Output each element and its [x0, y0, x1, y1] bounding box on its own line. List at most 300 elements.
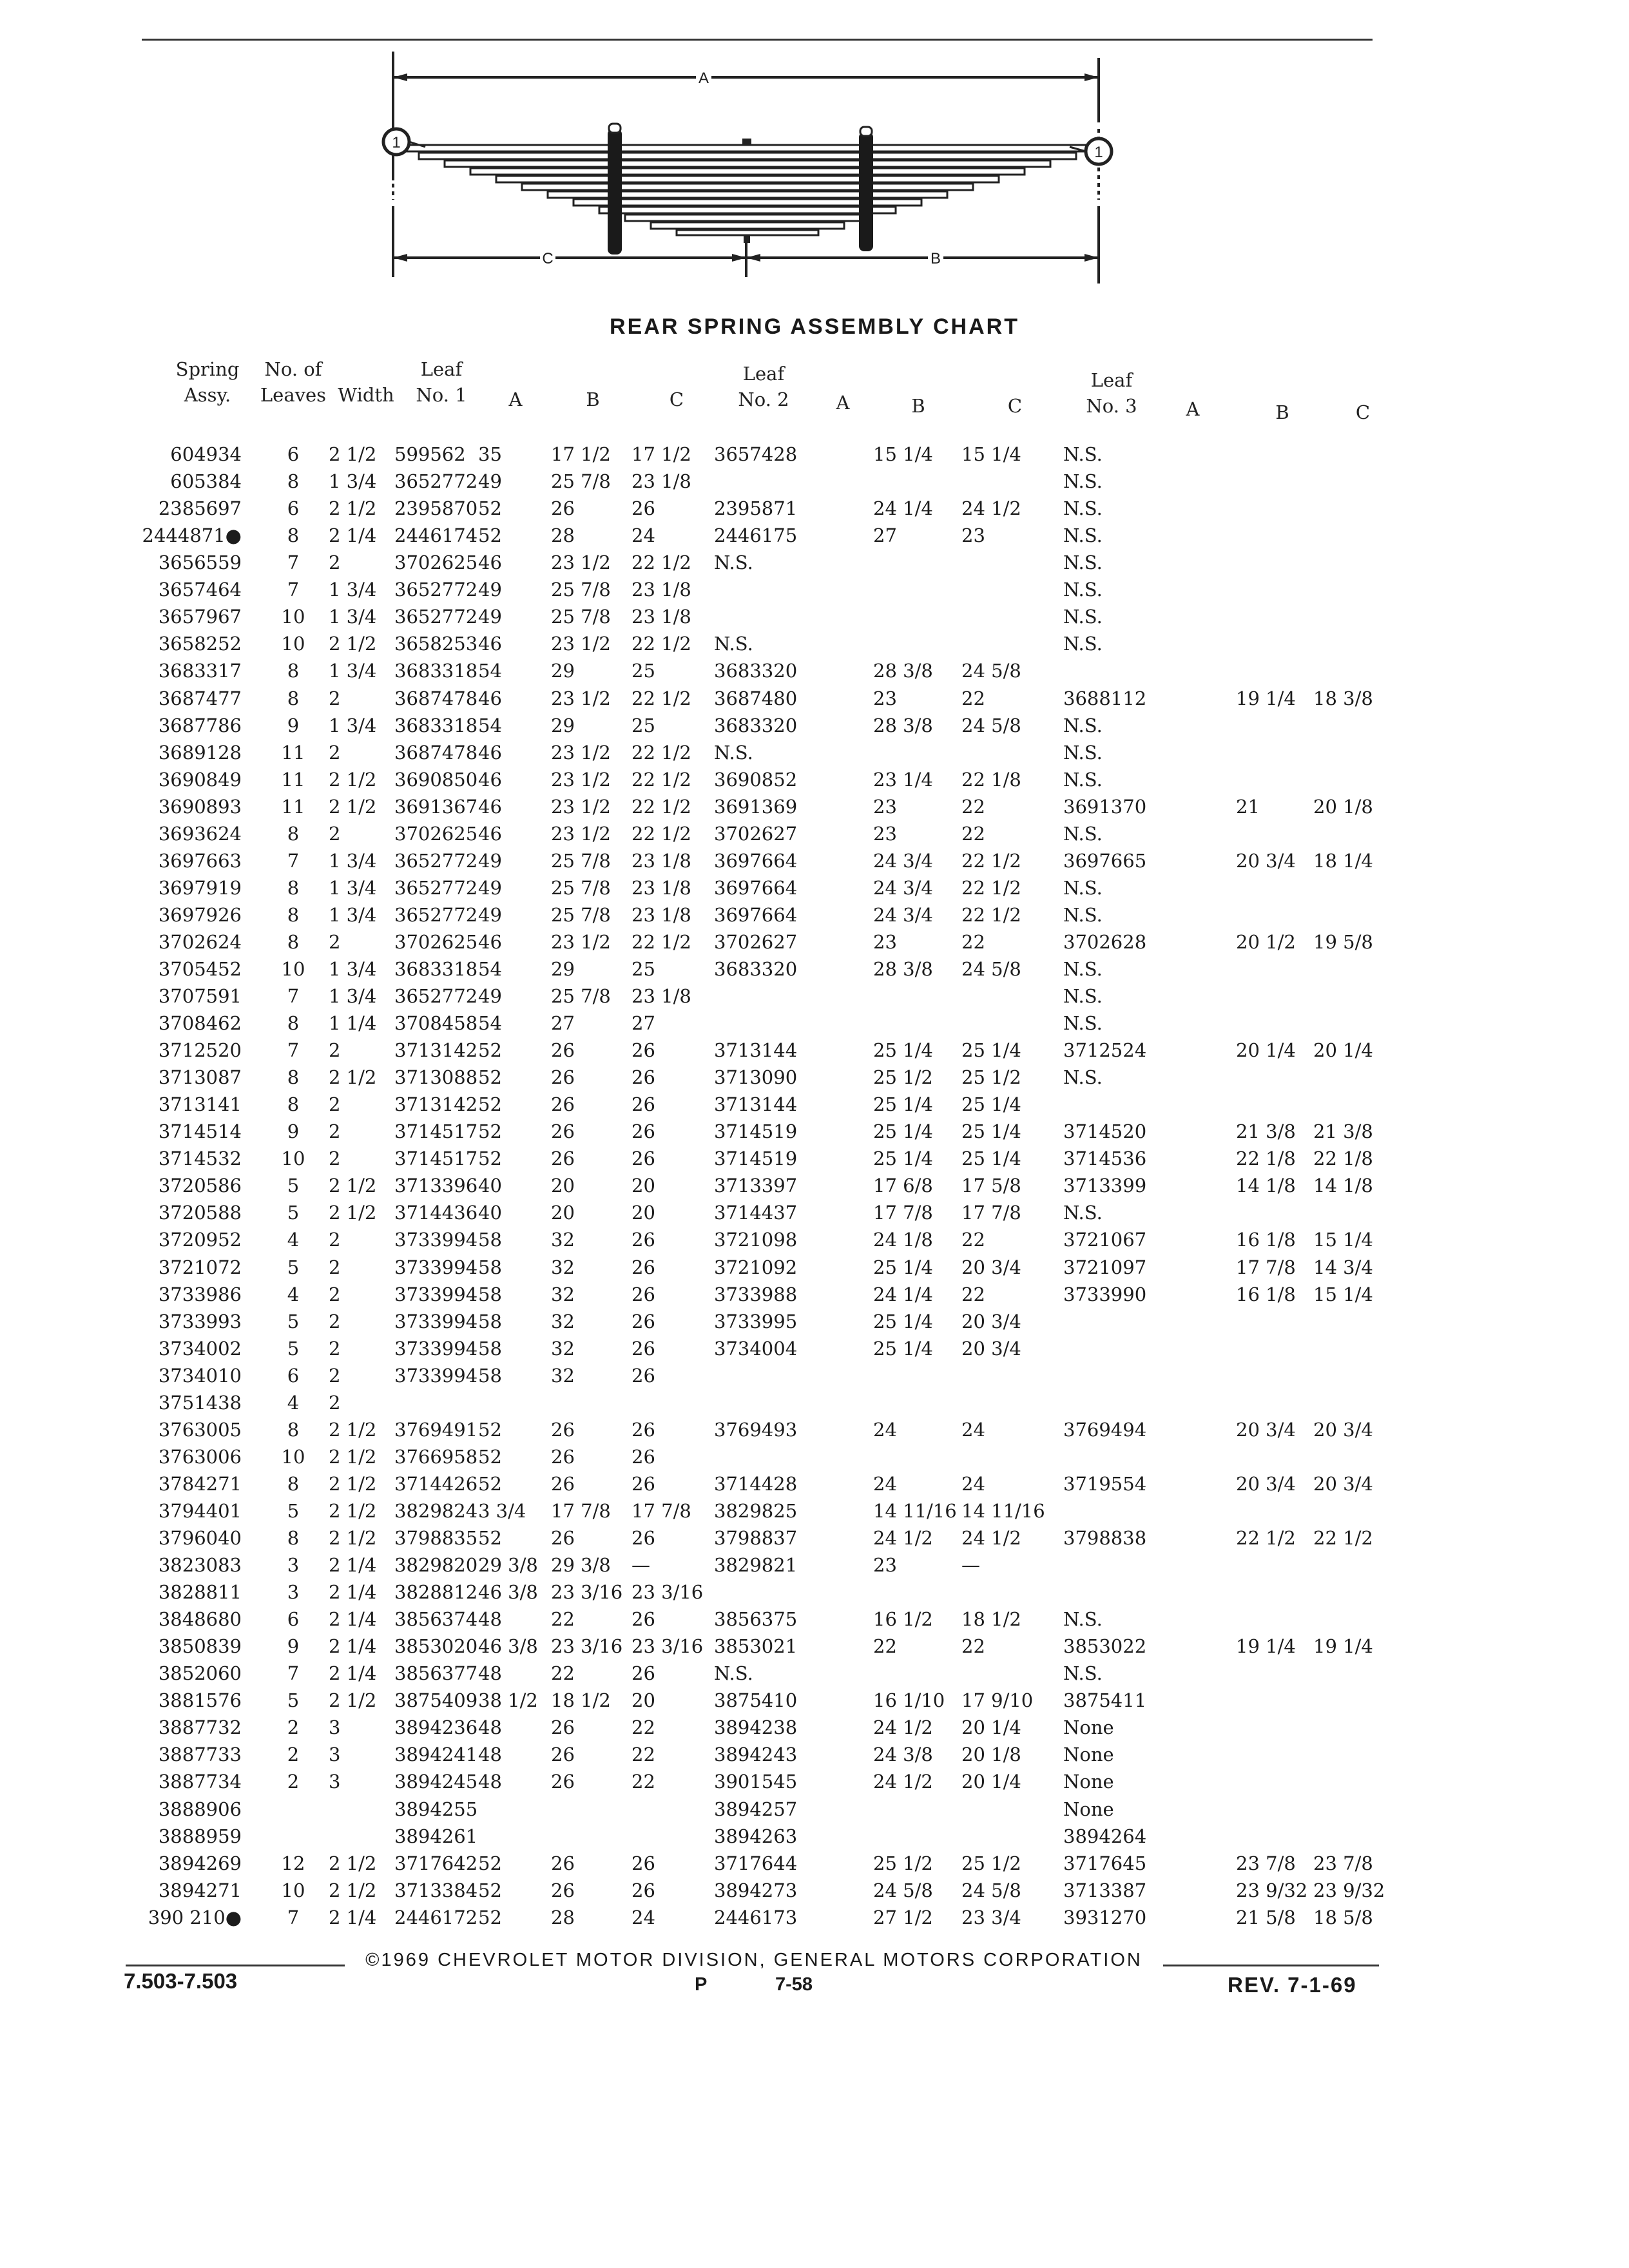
cell-leaf2-b: 24	[873, 1472, 897, 1495]
cell-width: 2 1/4	[329, 1662, 377, 1685]
cell-leaf1-a: 48	[478, 1608, 502, 1631]
cell-leaf3-b: 22 1/8	[1236, 1148, 1296, 1170]
cell-leaf1-no: 3713142	[394, 1039, 478, 1062]
cell-leaf2-no: 3894257	[714, 1798, 798, 1820]
cell-leaf1-c: 26	[631, 1472, 655, 1495]
cell-leaf3-b: 14 1/8	[1236, 1175, 1296, 1197]
cell-leaf1-c: 26	[631, 1148, 655, 1170]
cell-leaves: 8	[287, 524, 300, 547]
table-row	[0, 740, 1629, 765]
leaf-spring-diagram	[361, 45, 1134, 303]
table-row	[0, 1606, 1629, 1632]
cell-leaf1-no: 3798835	[394, 1527, 478, 1549]
cell-spring-assy: 3708462	[158, 1012, 242, 1034]
cell-leaf1-no: 3713142	[394, 1093, 478, 1116]
cell-spring-assy: 3823083	[158, 1554, 242, 1577]
cell-leaf1-no: 3714436	[394, 1202, 478, 1224]
cell-leaf2-no: 3829821	[714, 1554, 798, 1577]
cell-leaf2-no: 3717644	[714, 1852, 798, 1874]
cell-leaf2-b: 23	[873, 930, 897, 953]
cell-leaf2-no: 3683320	[714, 714, 798, 736]
eye-marker-left: 1	[392, 134, 401, 151]
table-row	[0, 441, 1629, 467]
cell-leaf1-a: 40	[478, 1202, 502, 1224]
table-row	[0, 1552, 1629, 1578]
cell-spring-assy: 3712520	[158, 1039, 242, 1062]
cell-leaf1-c: 17 1/2	[631, 443, 691, 465]
cell-leaf1-b: 29	[551, 714, 575, 736]
header-leaf3-line2: No. 3	[1086, 395, 1137, 417]
table-row	[0, 1417, 1629, 1443]
cell-leaf3-c: 21 3/8	[1313, 1120, 1373, 1143]
cell-leaf1-c: 26	[631, 1283, 655, 1305]
cell-spring-assy: 3733993	[158, 1310, 242, 1332]
cell-leaves: 9	[287, 1120, 300, 1143]
cell-leaf1-c: 22 1/2	[631, 930, 691, 953]
header-leaf3-a: A	[1186, 398, 1200, 420]
cell-leaf1-a: 52	[478, 1148, 502, 1170]
cell-leaf3-no: N.S.	[1063, 903, 1103, 926]
header-leaf3-c: C	[1355, 401, 1371, 423]
cell-leaf2-c: 17 7/8	[961, 1202, 1021, 1224]
cell-leaf3-no: 3798838	[1063, 1527, 1147, 1549]
cell-leaf1-no: 3691367	[394, 795, 478, 818]
table-row	[0, 1363, 1629, 1389]
cell-leaf2-c: 25 1/4	[961, 1039, 1021, 1062]
cell-leaf1-b: 26	[551, 1445, 575, 1468]
cell-leaf2-b: 24 3/4	[873, 876, 933, 899]
header-no-of-leaves	[258, 356, 329, 408]
header-leaf3-line1: Leaf	[1090, 369, 1133, 391]
revision-date: REV. 7-1-69	[1228, 1973, 1357, 1997]
cell-leaf1-b: 32	[551, 1310, 575, 1332]
cell-leaf2-c: 25 1/2	[961, 1066, 1021, 1089]
cell-leaves: 7	[287, 1906, 300, 1928]
cell-leaf1-no: 3652772	[394, 579, 478, 601]
cell-width: 1 3/4	[329, 470, 377, 492]
cell-leaves: 8	[287, 1093, 300, 1116]
cell-spring-assy: 3690893	[158, 795, 242, 818]
center-bolt	[742, 139, 751, 145]
cell-leaf2-c: 22	[961, 1283, 985, 1305]
cell-leaf1-no: 3829824	[394, 1499, 478, 1522]
cell-leaf1-no: 3733994	[394, 1229, 478, 1251]
cell-leaf3-c: 15 1/4	[1313, 1229, 1373, 1251]
cell-leaf2-no: 3733995	[714, 1310, 798, 1332]
cell-leaf1-b: 25 7/8	[551, 876, 611, 899]
cell-leaf2-b: 24	[873, 1418, 897, 1441]
cell-spring-assy: 3734010	[158, 1364, 242, 1387]
cell-leaf1-no: 3658253	[394, 633, 478, 655]
cell-leaf3-c: 20 1/8	[1313, 795, 1373, 818]
cell-leaf2-c: 22	[961, 795, 985, 818]
cell-leaf1-no: 2446174	[394, 524, 478, 547]
cell-leaf1-no: 3766958	[394, 1445, 478, 1468]
cell-width: 2	[329, 1337, 341, 1360]
cell-leaf3-c: 23 7/8	[1313, 1852, 1373, 1874]
table-row	[0, 821, 1629, 847]
table-row	[0, 1336, 1629, 1361]
cell-leaf2-c: 20 1/8	[961, 1744, 1021, 1766]
cell-spring-assy: 3894269	[158, 1852, 242, 1874]
cell-spring-assy: 390 210●	[148, 1906, 242, 1928]
cell-spring-assy: 3720952	[158, 1229, 242, 1251]
cell-leaf1-a: 48	[478, 1771, 502, 1793]
cell-leaf2-c: 24 5/8	[961, 1879, 1021, 1901]
cell-leaf1-b: 25 7/8	[551, 849, 611, 872]
cell-leaf2-no: N.S.	[714, 633, 753, 655]
cell-leaf3-b: 16 1/8	[1236, 1229, 1296, 1251]
cell-leaf1-b: 26	[551, 1120, 575, 1143]
cell-leaf2-no: 3769493	[714, 1418, 798, 1441]
cell-leaf1-c: 24	[631, 1906, 655, 1928]
cell-leaves: 5	[287, 1175, 300, 1197]
cell-leaves: 8	[287, 660, 300, 682]
cell-leaf1-b: 29	[551, 957, 575, 980]
cell-leaf1-b: 26	[551, 1418, 575, 1441]
cell-leaves: 3	[287, 1581, 300, 1604]
cell-leaf1-b: 26	[551, 1148, 575, 1170]
cell-leaf1-b: 27	[551, 1012, 575, 1034]
cell-leaf2-c: 25 1/4	[961, 1093, 1021, 1116]
cell-spring-assy: 3888959	[158, 1825, 242, 1847]
cell-leaf1-c: 26	[631, 1229, 655, 1251]
table-row	[0, 1878, 1629, 1903]
cell-leaf1-b: 26	[551, 1879, 575, 1901]
cell-leaf3-no: 3702628	[1063, 930, 1147, 953]
table-row	[0, 1444, 1629, 1470]
cell-spring-assy: 3697663	[158, 849, 242, 872]
cell-leaf1-c: —	[631, 1554, 650, 1577]
cell-leaf1-no: 3708458	[394, 1012, 478, 1034]
cell-leaf2-c: 22 1/2	[961, 849, 1021, 872]
cell-leaf2-b: 23	[873, 687, 897, 709]
cell-leaf2-no: 2446173	[714, 1906, 798, 1928]
cell-leaf2-c: 20 1/4	[961, 1716, 1021, 1739]
cell-leaves: 12	[281, 1852, 305, 1874]
cell-leaf1-a: 46	[478, 930, 502, 953]
cell-width: 1 3/4	[329, 985, 377, 1007]
cell-leaf2-no: 3713090	[714, 1066, 798, 1089]
header-assy-line2: Assy.	[184, 384, 231, 406]
cell-width: 2 1/4	[329, 1906, 377, 1928]
cell-leaf3-no: N.S.	[1063, 741, 1103, 764]
cell-width: 2	[329, 822, 341, 845]
cell-leaf1-b: 23 3/16	[551, 1581, 623, 1604]
cell-leaf1-no: 3683318	[394, 957, 478, 980]
cell-leaf2-no: 3856375	[714, 1608, 798, 1631]
cell-leaf3-no: N.S.	[1063, 876, 1103, 899]
cell-leaf1-b: 25 7/8	[551, 903, 611, 926]
cell-leaf3-c: 22 1/2	[1313, 1527, 1373, 1549]
cell-leaf1-b: 23 1/2	[551, 633, 611, 655]
chart-title: REAR SPRING ASSEMBLY CHART	[610, 314, 1019, 339]
cell-leaf2-c: 20 1/4	[961, 1771, 1021, 1793]
cell-leaves: 8	[287, 1012, 300, 1034]
cell-spring-assy: 3713141	[158, 1093, 242, 1116]
cell-leaf1-a: 49	[478, 985, 502, 1007]
cell-leaf1-b: 23 1/2	[551, 822, 611, 845]
cell-width: 2 1/4	[329, 1581, 377, 1604]
cell-spring-assy: 3887732	[158, 1716, 242, 1739]
cell-spring-assy: 2444871●	[142, 524, 242, 547]
cell-leaf2-c: 15 1/4	[961, 443, 1021, 465]
cell-leaf3-c: 19 5/8	[1313, 930, 1373, 953]
cell-leaf2-b: 27 1/2	[873, 1906, 933, 1928]
cell-leaf2-c: 22	[961, 930, 985, 953]
cell-leaf3-no: 3894264	[1063, 1825, 1147, 1847]
cell-leaf1-no: 3687478	[394, 741, 478, 764]
cell-leaf1-no: 3894261	[394, 1825, 478, 1847]
cell-leaf1-c: 26	[631, 1310, 655, 1332]
cell-width: 1 3/4	[329, 849, 377, 872]
cell-width: 1 3/4	[329, 660, 377, 682]
cell-leaf1-c: 22 1/2	[631, 795, 691, 818]
table-row	[0, 1525, 1629, 1551]
cell-width: 1 3/4	[329, 876, 377, 899]
cell-leaf1-no: 3894255	[394, 1798, 478, 1820]
cell-leaf1-b: 28	[551, 524, 575, 547]
cell-leaf1-c: 22 1/2	[631, 687, 691, 709]
cell-leaf1-c: 23 3/16	[631, 1581, 704, 1604]
cell-spring-assy: 3689128	[158, 741, 242, 764]
cell-leaf3-no: 3721067	[1063, 1229, 1147, 1251]
cell-leaf1-c: 23 1/8	[631, 606, 691, 628]
header-leaf-3	[1073, 367, 1150, 419]
cell-leaf2-c: 24 5/8	[961, 660, 1021, 682]
cell-width: 1 3/4	[329, 606, 377, 628]
cell-leaf2-c: 23 3/4	[961, 1906, 1021, 1928]
cell-leaf1-a: 49	[478, 470, 502, 492]
cell-leaf3-c: 18 1/4	[1313, 849, 1373, 872]
cell-leaf1-b: 25 7/8	[551, 985, 611, 1007]
cell-spring-assy: 3697919	[158, 876, 242, 899]
cell-leaf1-b: 25 7/8	[551, 606, 611, 628]
cell-width: 2 1/2	[329, 1852, 377, 1874]
cell-leaf1-a: 48	[478, 1662, 502, 1685]
cell-leaf2-b: 24 1/2	[873, 1771, 933, 1793]
cell-leaf2-b: 15 1/4	[873, 443, 933, 465]
cell-leaf2-no: 3657428	[714, 443, 798, 465]
cell-leaf3-no: N.S.	[1063, 1012, 1103, 1034]
cell-leaf1-no: 3894236	[394, 1716, 478, 1739]
cell-spring-assy: 3690849	[158, 768, 242, 791]
cell-leaf3-no: N.S.	[1063, 1066, 1103, 1089]
cell-width: 2 1/2	[329, 633, 377, 655]
cell-leaf2-no: 3714437	[714, 1202, 798, 1224]
cell-leaf1-c: 22 1/2	[631, 633, 691, 655]
cell-leaf1-c: 25	[631, 714, 655, 736]
table-row	[0, 1091, 1629, 1117]
cell-leaves: 8	[287, 687, 300, 709]
cell-leaf3-b: 19 1/4	[1236, 687, 1296, 709]
cell-leaf2-no: 3714428	[714, 1472, 798, 1495]
cell-width: 2	[329, 1283, 341, 1305]
cell-leaves: 8	[287, 822, 300, 845]
cell-leaves: 5	[287, 1337, 300, 1360]
cell-leaf2-b: 25 1/4	[873, 1093, 933, 1116]
cell-width: 2	[329, 1229, 341, 1251]
cell-spring-assy: 3733986	[158, 1283, 242, 1305]
cell-spring-assy: 3702624	[158, 930, 242, 953]
cell-leaf2-b: 16 1/2	[873, 1608, 933, 1631]
cell-leaf1-no: 2446172	[394, 1906, 478, 1928]
cell-width: 2 1/2	[329, 1472, 377, 1495]
cell-leaf2-no: N.S.	[714, 552, 753, 574]
cell-leaf1-b: 25 7/8	[551, 579, 611, 601]
cell-spring-assy: 3687786	[158, 714, 242, 736]
cell-leaf2-b: 24 3/4	[873, 903, 933, 926]
cell-leaves: 8	[287, 470, 300, 492]
cell-leaf3-c: 20 3/4	[1313, 1472, 1373, 1495]
cell-leaf1-a: 58	[478, 1364, 502, 1387]
cell-leaf1-a: 46	[478, 552, 502, 574]
cell-leaf2-b: 24 1/8	[873, 1229, 933, 1251]
cell-leaf1-no: 3769491	[394, 1418, 478, 1441]
cell-leaf1-c: 24	[631, 524, 655, 547]
cell-spring-assy: 3887734	[158, 1771, 242, 1793]
cell-width: 2	[329, 1120, 341, 1143]
table-row	[0, 1200, 1629, 1225]
eye-marker-right: 1	[1094, 144, 1103, 161]
cell-leaf3-b: 20 3/4	[1236, 1472, 1296, 1495]
table-row	[0, 794, 1629, 820]
cell-leaves: 8	[287, 1527, 300, 1549]
cell-spring-assy: 3794401	[158, 1499, 242, 1522]
header-leaf1-line2: No. 1	[416, 384, 467, 406]
cell-leaf1-c: 26	[631, 1445, 655, 1468]
cell-leaf1-no: 3856374	[394, 1608, 478, 1631]
cell-leaf2-no: 3894273	[714, 1879, 798, 1901]
cell-spring-assy: 3687477	[158, 687, 242, 709]
cell-leaf2-c: 17 9/10	[961, 1689, 1034, 1712]
cell-leaves: 4	[287, 1391, 300, 1414]
cell-leaves: 10	[281, 1148, 305, 1170]
cell-leaf3-no: 3713387	[1063, 1879, 1147, 1901]
table-row	[0, 1064, 1629, 1090]
cell-spring-assy: 604934	[170, 443, 242, 465]
cell-leaf2-c: 25 1/4	[961, 1120, 1021, 1143]
table-row	[0, 577, 1629, 602]
cell-leaf1-a: 52	[478, 1472, 502, 1495]
cell-leaf1-a: 49	[478, 579, 502, 601]
cell-spring-assy: 3887733	[158, 1744, 242, 1766]
cell-spring-assy: 3734002	[158, 1337, 242, 1360]
cell-width: 1 3/4	[329, 903, 377, 926]
header-leaf1-line1: Leaf	[420, 358, 463, 380]
cell-leaves: 9	[287, 714, 300, 736]
table-row	[0, 902, 1629, 928]
cell-leaf3-b: 17 7/8	[1236, 1256, 1296, 1278]
cell-leaf2-b: 25 1/2	[873, 1852, 933, 1874]
cell-leaf1-c: 17 7/8	[631, 1499, 691, 1522]
cell-leaf2-b: 23	[873, 795, 897, 818]
cell-leaf2-c: 22	[961, 1635, 985, 1658]
table-row	[0, 604, 1629, 629]
cell-leaf2-c: 22 1/8	[961, 768, 1021, 791]
cell-leaf2-b: 25 1/4	[873, 1039, 933, 1062]
cell-leaf1-a: 46 3/8	[478, 1635, 538, 1658]
cell-leaf1-c: 23 1/8	[631, 470, 691, 492]
cell-leaf2-b: 24 3/4	[873, 849, 933, 872]
cell-leaf1-no: 3652772	[394, 849, 478, 872]
cell-leaf1-c: 20	[631, 1175, 655, 1197]
cell-leaves: 11	[281, 768, 305, 791]
cell-width: 1 1/4	[329, 1012, 377, 1034]
cell-leaves: 10	[281, 606, 305, 628]
cell-leaves: 8	[287, 1472, 300, 1495]
table-row	[0, 956, 1629, 982]
cell-leaf3-no: None	[1063, 1716, 1114, 1739]
cell-leaf1-c: 22	[631, 1716, 655, 1739]
table-row	[0, 1037, 1629, 1063]
cell-leaf2-no: 3683320	[714, 660, 798, 682]
cell-leaf3-no: 3691370	[1063, 795, 1147, 818]
cell-leaf1-c: 22	[631, 1771, 655, 1793]
cell-leaf1-a: 52	[478, 1093, 502, 1116]
cell-spring-assy: 3751438	[158, 1391, 242, 1414]
cell-leaves: 8	[287, 1418, 300, 1441]
cell-spring-assy: 3714532	[158, 1148, 242, 1170]
cell-leaf3-no: None	[1063, 1771, 1114, 1793]
cell-leaf2-no: 2395871	[714, 497, 798, 520]
table-row	[0, 1905, 1629, 1930]
cell-leaf3-c: 20 1/4	[1313, 1039, 1373, 1062]
cell-leaf1-a: 52	[478, 1879, 502, 1901]
cell-leaf3-c: 18 3/8	[1313, 687, 1373, 709]
cell-width: 1 3/4	[329, 579, 377, 601]
cell-leaf1-b: 20	[551, 1175, 575, 1197]
cell-leaf1-a: 48	[478, 1744, 502, 1766]
cell-leaf1-c: 22 1/2	[631, 741, 691, 764]
cell-leaf2-no: 3691369	[714, 795, 798, 818]
cell-leaf1-b: 23 1/2	[551, 552, 611, 574]
cell-leaf1-c: 26	[631, 1039, 655, 1062]
cell-leaf1-a: 46	[478, 768, 502, 791]
cell-leaves: 6	[287, 497, 300, 520]
cell-leaf2-c: 23	[961, 524, 985, 547]
cell-leaf1-a: 54	[478, 660, 502, 682]
cell-spring-assy: 3658252	[158, 633, 242, 655]
cell-leaf2-no: 3733988	[714, 1283, 798, 1305]
cell-leaf2-b: 17 6/8	[873, 1175, 933, 1197]
cell-leaf2-c: 24 5/8	[961, 714, 1021, 736]
cell-leaf1-a: 40	[478, 1175, 502, 1197]
cell-leaf1-a: 58	[478, 1256, 502, 1278]
cell-leaf1-no: 3828812	[394, 1581, 478, 1604]
cell-leaf1-b: 23 1/2	[551, 687, 611, 709]
cell-width: 2	[329, 741, 341, 764]
cell-spring-assy: 3705452	[158, 957, 242, 980]
header-leaf2-line2: No. 2	[738, 389, 789, 410]
cell-leaf2-c: 24	[961, 1418, 985, 1441]
cell-spring-assy: 3796040	[158, 1527, 242, 1549]
cell-leaves: 11	[281, 795, 305, 818]
cell-width: 2 1/2	[329, 1499, 377, 1522]
cell-leaf1-b: 28	[551, 1906, 575, 1928]
header-spring-assy	[169, 356, 246, 408]
cell-spring-assy: 3848680	[158, 1608, 242, 1631]
cell-leaf3-no: 3688112	[1063, 687, 1147, 709]
table-row	[0, 1850, 1629, 1876]
table-row	[0, 468, 1629, 494]
table-row	[0, 1715, 1629, 1740]
cell-leaf2-b: 28 3/8	[873, 957, 933, 980]
cell-spring-assy: 3697926	[158, 903, 242, 926]
cell-leaf3-no: 3719554	[1063, 1472, 1147, 1495]
table-row	[0, 1227, 1629, 1253]
cell-leaf1-a: 58	[478, 1310, 502, 1332]
